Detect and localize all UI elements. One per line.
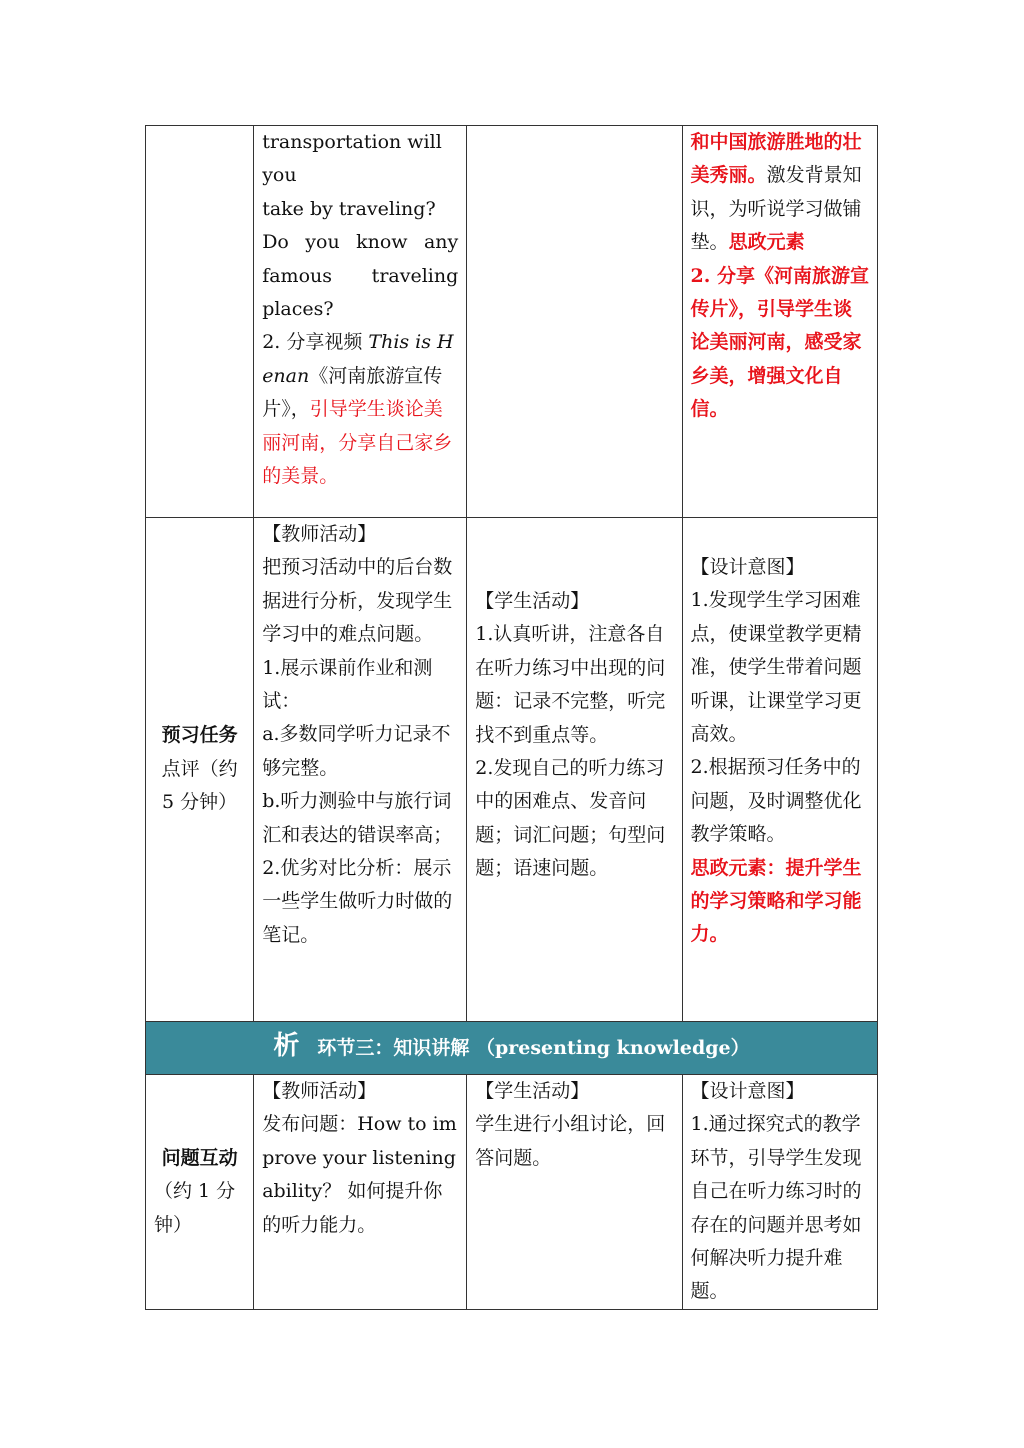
text-line: 【学生活动】 [475, 1080, 590, 1102]
text-line: 2.优劣对比分析：展示一些学生做听力时做的笔记。 [262, 857, 453, 946]
student-activity-cell [467, 126, 682, 518]
text-line: b.听力测验中与旅行词汇和表达的错误率高； [262, 790, 453, 846]
body-text: 激发背景知识，为听说学习做铺垫。 [690, 164, 862, 254]
section-char: 析 [273, 1031, 300, 1062]
design-intent-cell [682, 1075, 877, 1310]
video-title-italic: This is Henan [262, 331, 454, 387]
text-line: 2.根据预习任务中的问题，及时调整优化教学策略。 [690, 756, 862, 846]
red-text: 和中国旅游胜地的壮美秀丽。 [690, 131, 862, 187]
student-activity-cell [467, 518, 682, 1022]
section-banner-cell [146, 1022, 878, 1075]
stage-label: 预习任务 [161, 724, 238, 747]
text-line: a.多数同学听力记录不够完整。 [262, 723, 451, 779]
text-line: 学生进行小组讨论，回答问题。 [475, 1113, 666, 1169]
text-line: 【设计意图】 [690, 1080, 805, 1102]
red-text: 2. 分享《河南旅游宣传片》，引导学生谈论美丽河南，感受家乡美，增强文化自信。 [690, 264, 869, 421]
text-line: 【教师活动】 [262, 523, 377, 545]
stage-duration: （约 1 分钟） [154, 1180, 236, 1236]
stage-cell [146, 126, 254, 518]
table-row [146, 518, 878, 1022]
video-title-cn: 《河南旅游宣传片》， [262, 364, 443, 421]
lesson-plan-table [145, 125, 878, 1310]
ideology-label: 思政元素 [728, 231, 805, 254]
section-title: 环节三：知识讲解 （presenting knowledge） [317, 1037, 750, 1060]
teacher-activity-cell [254, 1075, 467, 1310]
stage-duration: 点评（约 5 分钟） [161, 757, 238, 814]
section-banner [146, 1022, 878, 1075]
text-line: famous traveling [262, 264, 459, 287]
red-guidance-text: 引导学生谈论美丽河南，分享自己家乡的美景。 [262, 398, 453, 488]
text-line: places? [262, 298, 334, 321]
teacher-activity-cell [254, 518, 467, 1022]
text-line: take by traveling? [262, 197, 436, 220]
text-line: transportation will you [262, 131, 442, 187]
text-line: 1.通过探究式的教学环节，引导学生发现自己在听力练习时的存在的问题并思考如何解决听力提升难题。 [690, 1113, 862, 1303]
text-line: 2.发现自己的听力练习中的困难点、发音问题；词汇问题；句型问题；语速问题。 [475, 757, 666, 880]
stage-cell [146, 518, 254, 1022]
table-row [146, 126, 878, 518]
stage-cell [146, 1075, 254, 1310]
teacher-activity-cell [254, 126, 467, 518]
design-intent-cell [682, 518, 877, 1022]
design-intent-cell [682, 126, 877, 518]
text-line: Do you know any [262, 231, 459, 254]
text-line: 【教师活动】 [262, 1080, 377, 1102]
text-line: 【学生活动】 [475, 590, 590, 612]
text-line: 把预习活动中的后台数据进行分析，发现学生学习中的难点问题。 [262, 556, 453, 646]
item2-prefix: 2. 分享视频 [262, 331, 369, 354]
ideology-text: 思政元素：提升学生的学习策略和学习能力。 [690, 856, 862, 946]
student-activity-cell [467, 1075, 682, 1310]
stage-label: 问题互动 [161, 1146, 238, 1169]
table-row [146, 1075, 878, 1310]
text-line: 1.展示课前作业和测试： [262, 656, 433, 713]
text-line: 发布问题：How to improve your listening ability？ 如何提升你的听力能力。 [262, 1113, 457, 1236]
text-line: 1.发现学生学习困难点，使课堂教学更精准，使学生带着问题听课，让课堂学习更高效。 [690, 589, 862, 746]
text-line: 【设计意图】 [690, 556, 805, 578]
text-line: 1.认真听讲，注意各自在听力练习中出现的问题：记录不完整，听完找不到重点等。 [475, 623, 666, 746]
